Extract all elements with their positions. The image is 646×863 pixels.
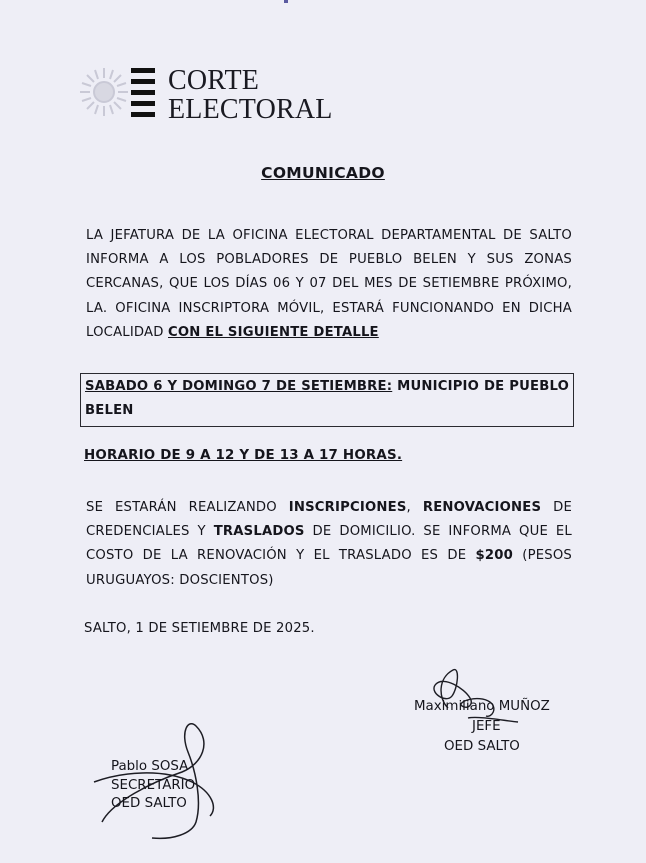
opening-hours: HORARIO DE 9 A 12 Y DE 13 A 17 HORAS. [84, 448, 403, 463]
sun-seal-icon [78, 66, 130, 118]
intro-text: LA JEFATURA DE LA OFICINA ELECTORAL DEPARTAMENTAL DE SALTO INFORMA A LOS POBLADORES DE PUEBLO BELEN Y SUS ZONAS CERCANAS, QUE LOS DÍAS 06 Y 07 DEL MES DE SETIEMBRE PRÓXIMO, LA. OFICINA INSCRIPTORA MÓVIL, ESTARÁ FUNCIONANDO EN DICHA LOCALIDAD [86, 228, 572, 340]
secretary-signature-block [111, 758, 231, 814]
service-renovaciones: RENOVACIONES [422, 500, 542, 515]
schedule-detail-box [80, 373, 574, 427]
intro-emphasis: CON EL SIGUIENTE DETALLE [168, 324, 379, 340]
org-name-line1: CORTE [168, 65, 260, 96]
chief-name: Maximiliano MUÑOZ [414, 699, 550, 714]
letterhead [74, 62, 344, 132]
detail-dates: SABADO 6 Y DOMINGO 7 DE SETIEMBRE: [85, 379, 393, 394]
chief-role: JEFE [472, 719, 501, 734]
service-cost: $200 [475, 548, 513, 564]
org-name-line2: ELECTORAL [168, 94, 333, 125]
services-text-4: (PESOS URUGUAYOS: DOSCIENTOS) [86, 548, 572, 588]
services-text-3: DE DOMICILIO. SE INFORMA QUE EL COSTO DE LA RENOVACIÓN Y EL TRASLADO ES DE [86, 524, 572, 564]
service-inscripciones: INSCRIPCIONES [288, 500, 407, 515]
services-text-1: SE ESTARÁN REALIZANDO [86, 500, 289, 515]
chief-office: OED SALTO [444, 739, 520, 754]
document-title: COMUNICADO [261, 164, 385, 182]
secretary-role: SECRETARIO [111, 777, 196, 793]
date-line: SALTO, 1 DE SETIEMBRE DE 2025. [84, 621, 315, 636]
scan-artifact [284, 0, 288, 3]
detail-place: MUNICIPIO DE PUEBLO BELEN [85, 379, 569, 418]
service-traslados: TRASLADOS [213, 524, 305, 540]
chief-signature-block [414, 697, 564, 757]
services-paragraph [86, 496, 572, 593]
secretary-office: OED SALTO [111, 796, 187, 811]
flag-stripes-icon [131, 68, 155, 122]
organization-name [168, 66, 333, 124]
services-separator: , [406, 500, 423, 515]
services-text-2: DE CREDENCIALES Y [86, 500, 572, 540]
intro-paragraph [86, 224, 572, 345]
secretary-name: Pablo SOSA [111, 759, 189, 774]
